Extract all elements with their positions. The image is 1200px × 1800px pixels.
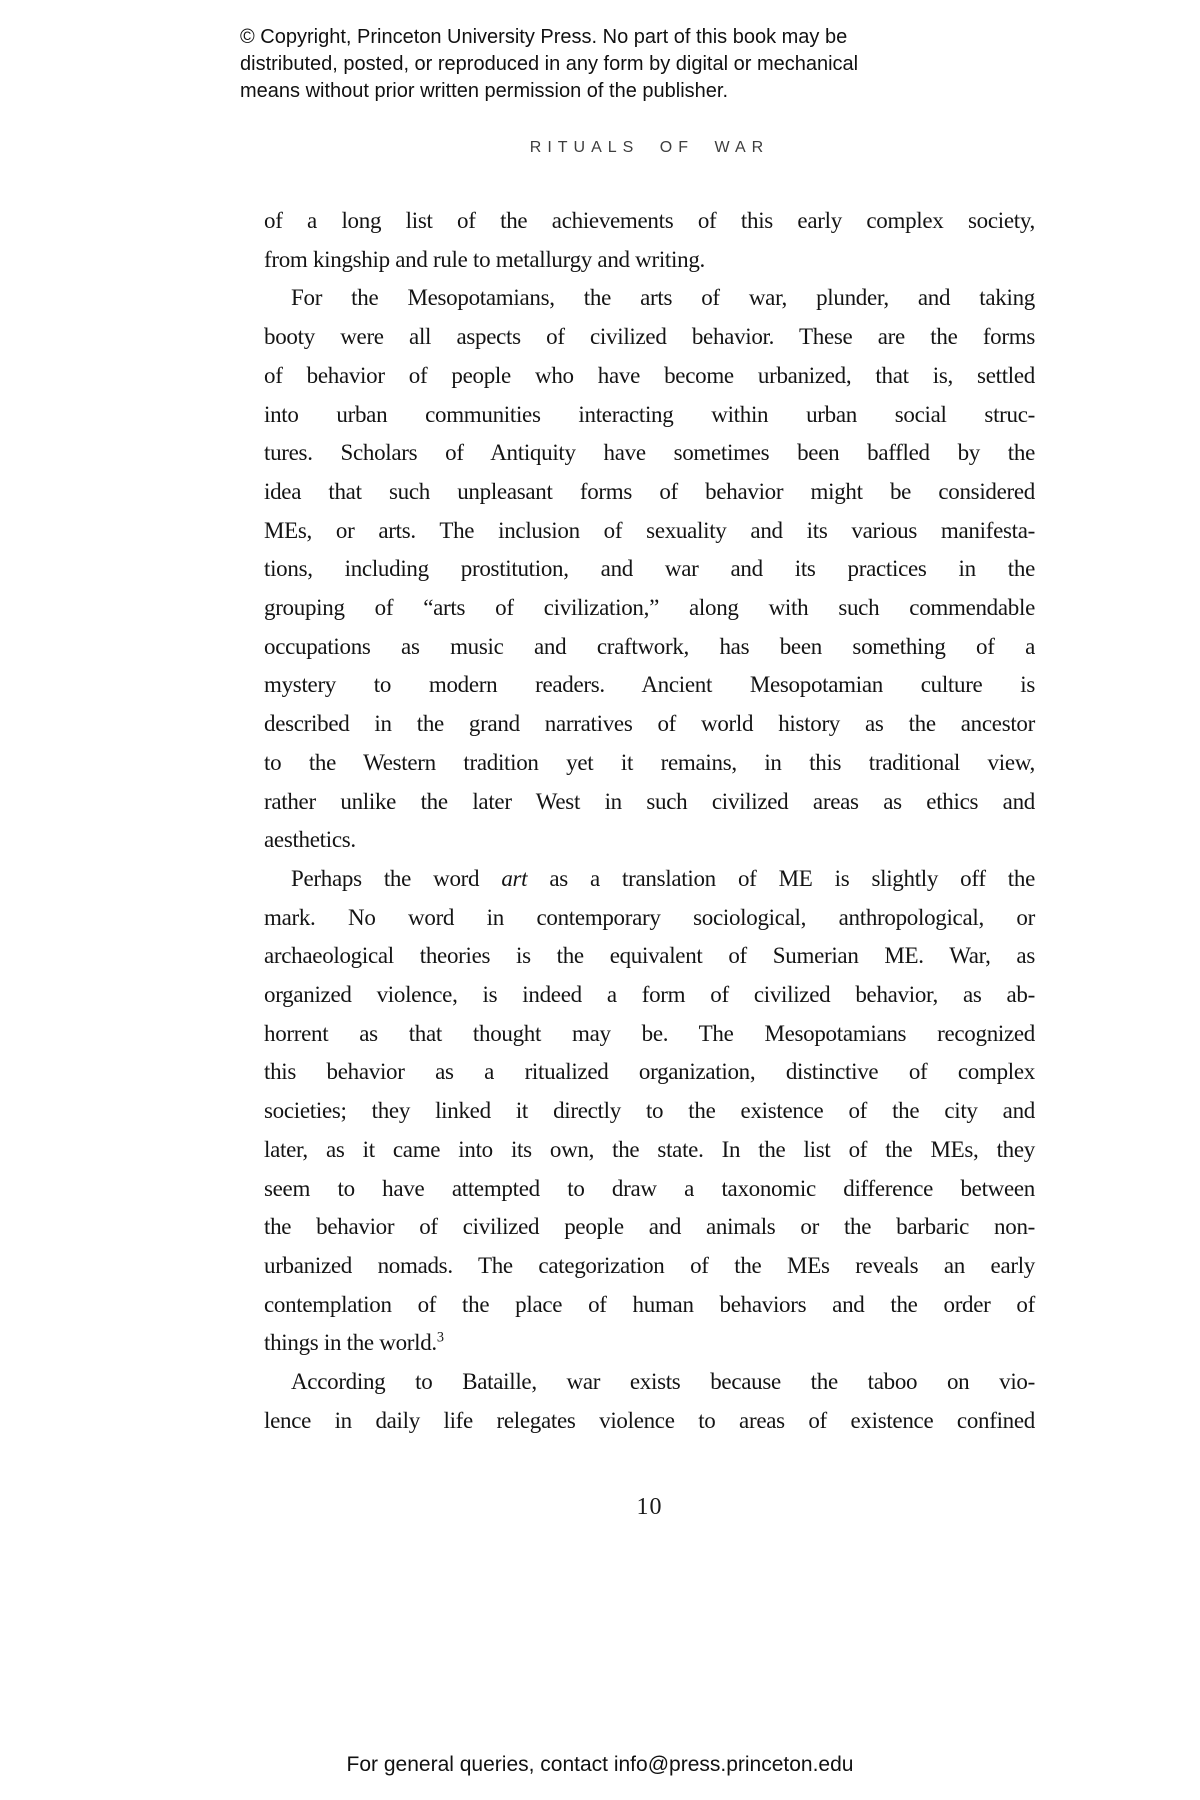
body-line: idea that such unpleasant forms of behavior might be considered (264, 478, 1035, 504)
body-line: archaeological theories is the equivalent of Sumerian ME. War, as (264, 943, 1035, 969)
page-number: 10 (636, 1494, 663, 1520)
copyright-line: © Copyright, Princeton University Press. No part of this book may be (240, 26, 848, 48)
body-line: the behavior of civilized people and animals or the barbaric non- (264, 1214, 1035, 1240)
body-line: described in the grand narratives of world history as the ancestor (264, 711, 1035, 737)
paragraph (264, 1363, 1035, 1440)
body-line-segment: things in the world. (264, 1330, 437, 1356)
copyright-notice (240, 24, 960, 105)
page-footer: For general queries, contact info@press.princeton.edu (346, 1753, 854, 1776)
body-line: According to Bataille, war exists because the taboo on vio- (291, 1369, 1035, 1395)
body-line: of a long list of the achievements of this early complex society, (264, 208, 1035, 233)
body-line: rather unlike the later West in such civilized areas as ethics and (264, 788, 1035, 814)
body-line: occupations as music and craftwork, has been something of a (264, 633, 1035, 659)
body-line-segment: Perhaps the word (291, 865, 502, 891)
body-line: mystery to modern readers. Ancient Mesopotamian culture is (264, 672, 1035, 698)
body-line: aesthetics. (264, 827, 356, 853)
body-line (264, 1324, 1035, 1363)
footnote-reference: 3 (436, 1329, 444, 1346)
body-line: horrent as that thought may be. The Mesopotamians recognized (264, 1020, 1035, 1046)
running-head: RITUALS OF WAR (529, 139, 770, 156)
paragraph (264, 279, 1035, 860)
paragraph (264, 860, 1035, 1363)
body-text (264, 202, 1035, 1441)
body-line: later, as it came into its own, the state. In the list of the MEs, they (264, 1136, 1035, 1162)
body-line: contemplation of the place of human behaviors and the order of (264, 1291, 1035, 1317)
body-line: tures. Scholars of Antiquity have sometimes been baffled by the (264, 440, 1035, 466)
copyright-line: means without prior written permission of the publisher. (240, 80, 729, 102)
body-line: grouping of “arts of civilization,” along with such commendable (264, 595, 1035, 621)
body-line: of behavior of people who have become urbanized, that is, settled (264, 362, 1035, 388)
body-line: this behavior as a ritualized organization, distinctive of complex (264, 1059, 1035, 1085)
body-line: booty were all aspects of civilized behavior. These are the forms (264, 324, 1035, 350)
body-line: organized violence, is indeed a form of civilized behavior, as ab- (264, 982, 1035, 1008)
body-line: tions, including prostitution, and war and its practices in the (264, 556, 1035, 582)
body-line: mark. No word in contemporary sociological, anthropological, or (264, 904, 1035, 930)
body-line: societies; they linked it directly to the existence of the city and (264, 1098, 1035, 1124)
italic-word: art (501, 865, 528, 891)
body-line: For the Mesopotamians, the arts of war, plunder, and taking (291, 285, 1035, 311)
body-line: urbanized nomads. The categorization of the MEs reveals an early (264, 1252, 1035, 1278)
body-line: seem to have attempted to draw a taxonomic difference between (264, 1175, 1035, 1201)
paragraph (264, 202, 1035, 279)
body-line: into urban communities interacting within urban social struc- (264, 401, 1035, 427)
body-line (264, 860, 1035, 899)
body-line-segment: as a translation of ME is slightly off the (527, 865, 1035, 891)
body-line: MEs, or arts. The inclusion of sexuality and its various manifesta- (264, 517, 1035, 543)
copyright-line: distributed, posted, or reproduced in any form by digital or mechanical (240, 53, 859, 75)
body-line: lence in daily life relegates violence to areas of existence confined (264, 1407, 1035, 1433)
body-line: to the Western tradition yet it remains, in this traditional view, (264, 749, 1035, 775)
body-line: from kingship and rule to metallurgy and writing. (264, 246, 705, 272)
